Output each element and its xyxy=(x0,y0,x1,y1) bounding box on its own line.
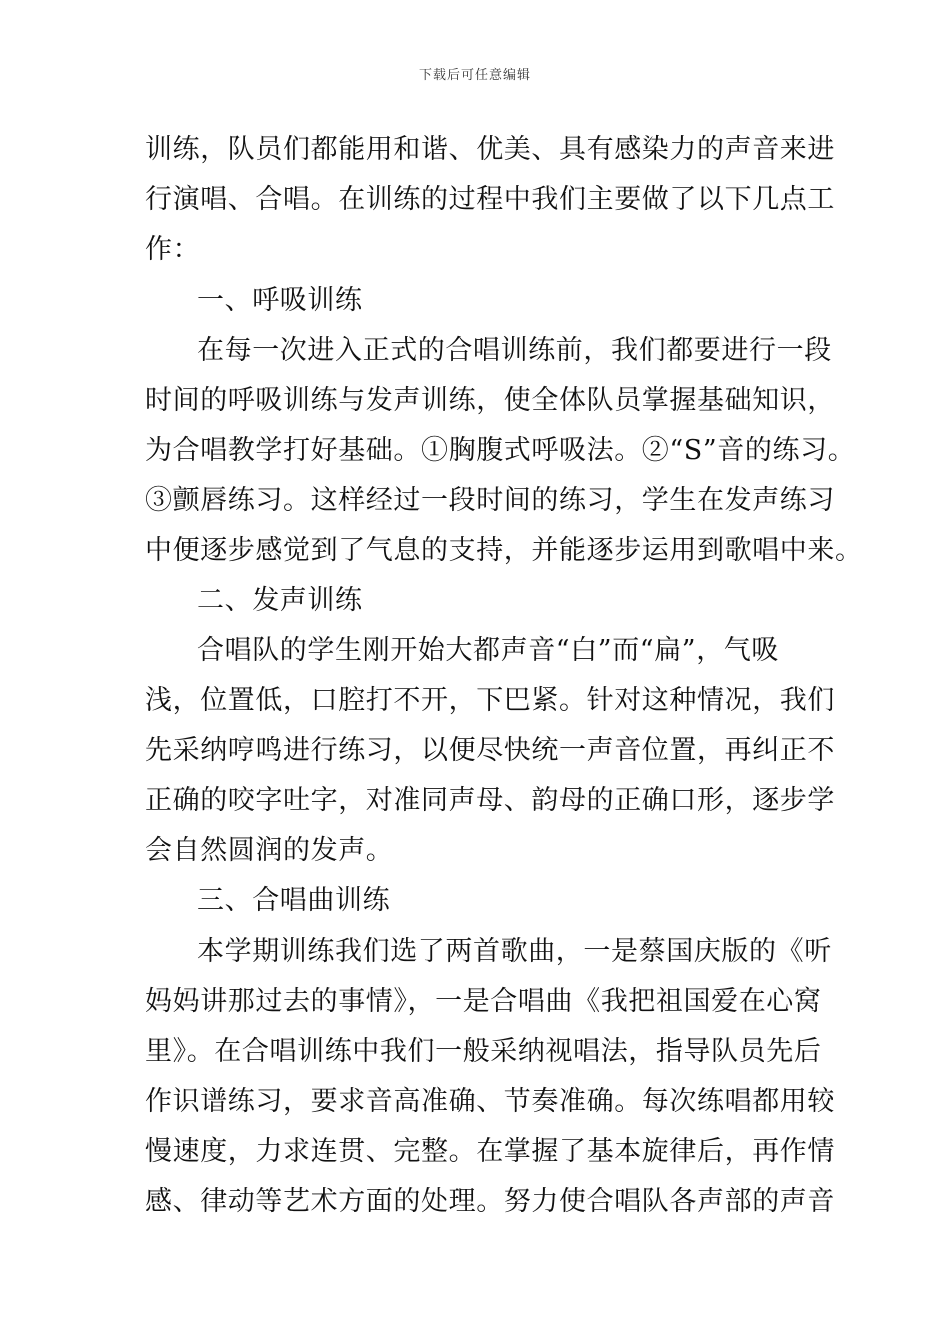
text-line: 在每一次进入正式的合唱训练前，我们都要进行一段 xyxy=(197,335,832,366)
text-line: 妈妈讲那过去的事情》，一是合唱曲《我把祖国爱在心窝 xyxy=(145,986,822,1017)
text-line: 慢速度，力求连贯、完整。在掌握了基本旋律后，再作情 xyxy=(145,1136,835,1167)
page-header: 下载后可任意编辑 xyxy=(418,68,531,83)
text-line: 作： xyxy=(145,234,201,265)
section-heading: 一、呼吸训练 xyxy=(197,285,363,316)
text-line: 训练，队员们都能用和谐、优美、具有感染力的声音来进 xyxy=(145,134,835,165)
text-line: 先采纳哼鸣进行练习，以便尽快统一声音位置，再纠正不 xyxy=(145,735,835,766)
text-line: 为合唱教学打好基础。①胸腹式呼吸法。②“S”音的练习。 xyxy=(145,435,856,466)
text-line: 中便逐步感觉到了气息的支持，并能逐步运用到歌唱中来。 xyxy=(145,535,863,566)
text-line: 行演唱、合唱。在训练的过程中我们主要做了以下几点工 xyxy=(145,184,835,215)
text-line: 作识谱练习，要求音高准确、节奏准确。每次练唱都用较 xyxy=(145,1086,835,1117)
text-line: 浅，位置低，口腔打不开，下巴紧。针对这种情况，我们 xyxy=(145,685,835,716)
text-line: 时间的呼吸训练与发声训练，使全体队员掌握基础知识， xyxy=(145,385,835,416)
section-heading: 二、发声训练 xyxy=(197,585,363,616)
text-line: 会自然圆润的发声。 xyxy=(145,835,394,866)
text-line: 合唱队的学生刚开始大都声音“白”而“扁”，气吸 xyxy=(197,635,780,666)
text-line: 感、律动等艺术方面的处理。努力使合唱队各声部的声音 xyxy=(145,1186,835,1217)
text-line: 正确的咬字吐字，对准同声母、韵母的正确口形，逐步学 xyxy=(145,785,835,816)
text-line: 本学期训练我们选了两首歌曲，一是蔡国庆版的《听 xyxy=(197,936,832,967)
text-line: 里》。在合唱训练中我们一般采纳视唱法，指导队员先后 xyxy=(145,1036,822,1067)
text-line: ③颤唇练习。这样经过一段时间的练习，学生在发声练习 xyxy=(145,485,835,516)
section-heading: 三、合唱曲训练 xyxy=(197,885,391,916)
